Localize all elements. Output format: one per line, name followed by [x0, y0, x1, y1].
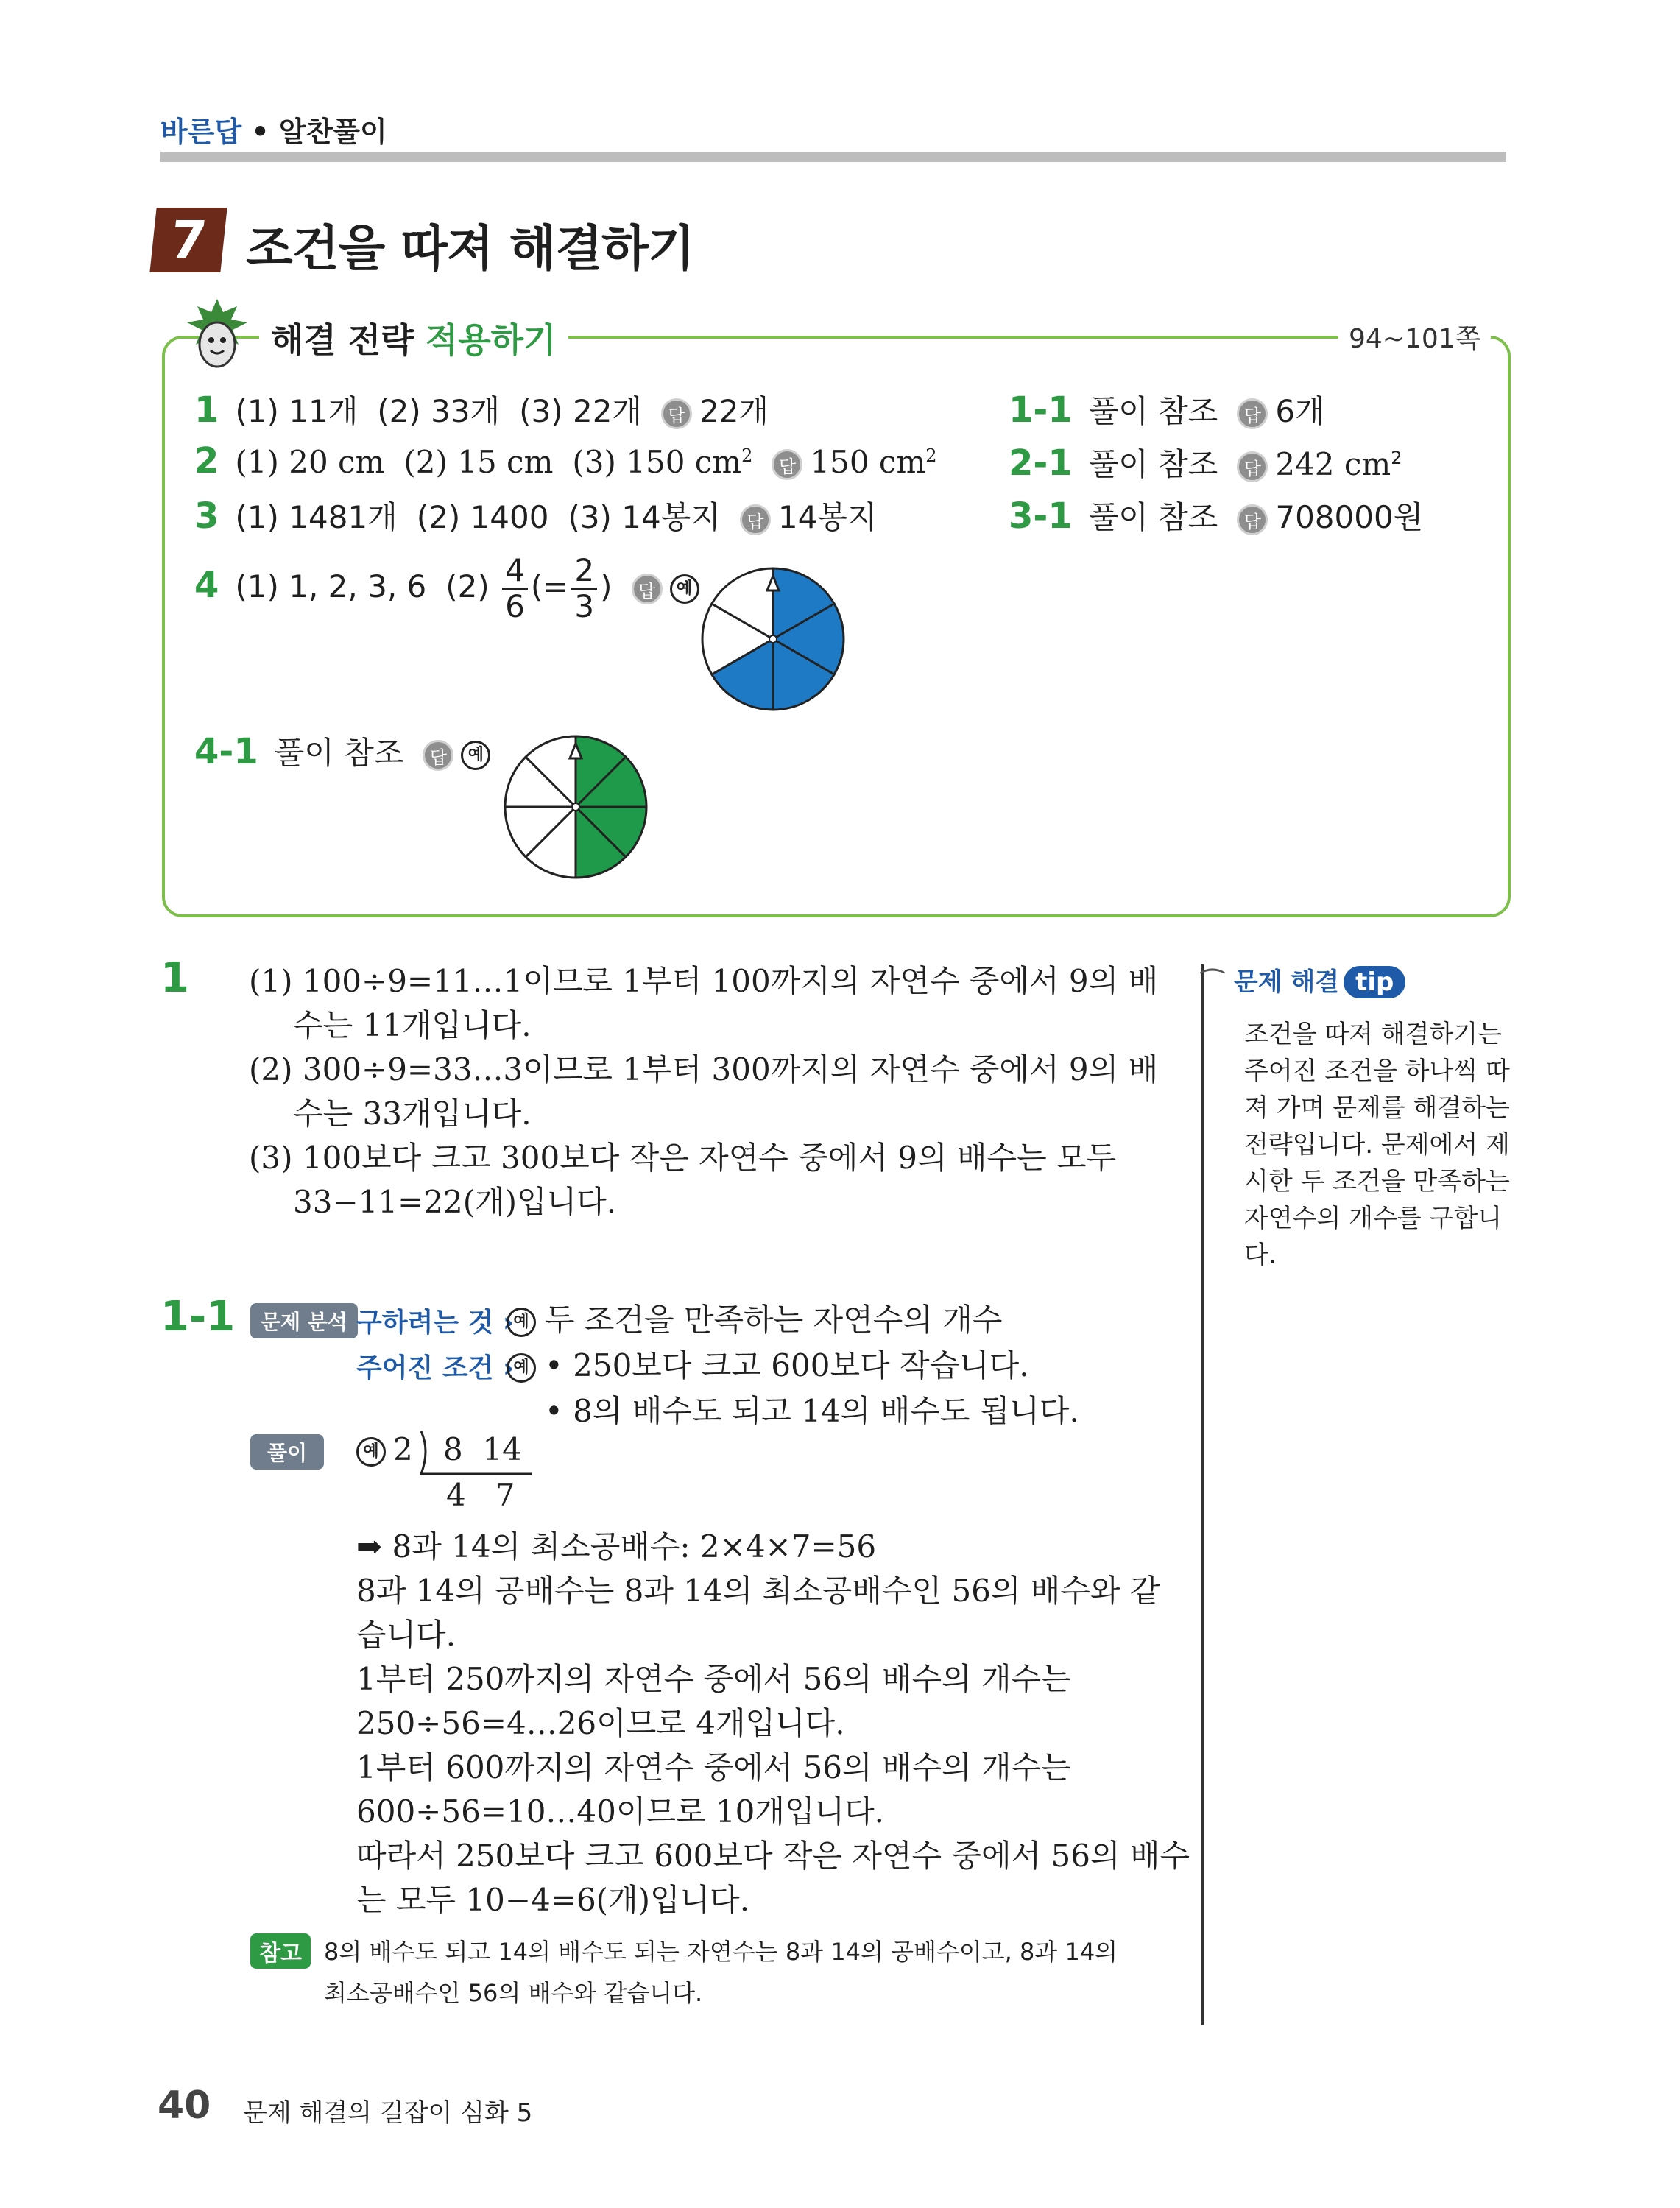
example-mark-icon: 예: [507, 1353, 536, 1383]
note-badge: 참고: [250, 1933, 311, 1969]
answer-row-3: [194, 493, 877, 537]
answer-number: 4: [194, 565, 219, 606]
strategy-label-green: 적용하기: [425, 320, 557, 360]
example-mark-icon: 예: [461, 741, 490, 770]
answer-row-1: [194, 387, 769, 431]
answer-part: (1) 1481개: [235, 499, 398, 535]
division-top: 8 14: [443, 1431, 522, 1467]
answer-part: (1) 1, 2, 3, 6: [235, 568, 427, 604]
answer-final: 708000원: [1275, 499, 1424, 535]
solution-number: 1-1: [160, 1293, 236, 1341]
pie-answer-4: [699, 565, 847, 713]
answer-mark-icon: 답: [772, 449, 802, 480]
header-sep: •: [241, 116, 279, 148]
answer-mark-icon: 답: [740, 504, 771, 535]
answer-mark-icon: 답: [661, 398, 692, 429]
answer-part: (2) 33개: [377, 393, 501, 429]
tip-body: 조건을 따져 해결하기는 주어진 조건을 하나씩 따 져 가며 문제를 해결하는 전략입니다. 문제에서 제 시한 두 조건을 만족하는 자연수의 개수를 구합니 다.: [1244, 1020, 1510, 1270]
answer-final: 150 cm: [810, 444, 926, 480]
solution-line: 600÷56=10…40이므로 10개입니다.: [356, 1793, 885, 1830]
page-number: 40: [158, 2084, 211, 2128]
answer-mark-icon: 답: [1237, 451, 1268, 482]
answer-part: (1) 11개: [235, 393, 359, 429]
answer-number: 3: [194, 495, 219, 537]
answer-part: (2) 1400: [416, 499, 549, 535]
solution-line: ➡ 8과 14의 최소공배수: 2×4×7=56: [356, 1528, 877, 1565]
answer-final: 14봉지: [777, 499, 878, 535]
answer-part: (3) 22개: [519, 393, 642, 429]
lightbulb-icon: ⌒: [1200, 967, 1225, 997]
answer-part: 풀이 참조: [1088, 499, 1218, 535]
division-divisor: 2: [393, 1431, 413, 1467]
answer-row-2: [194, 440, 937, 482]
chapter-number: 7: [149, 208, 227, 272]
solution-line: 수는 33개입니다.: [293, 1096, 532, 1132]
note-line: 8의 배수도 되고 14의 배수도 되는 자연수는 8과 14의 공배수이고, 8과 14의: [324, 1938, 1118, 1966]
find-label: 구하려는 것 ›: [356, 1308, 514, 1338]
running-header: [160, 109, 387, 149]
solution-line: 수는 11개입니다.: [293, 1007, 532, 1043]
answer-number: 2: [194, 440, 219, 482]
solution-line: (3) 100보다 크고 300보다 작은 자연수 중에서 9의 배수는 모두: [249, 1140, 1117, 1176]
solution-line: 1부터 600까지의 자연수 중에서 56의 배수의 개수는: [356, 1749, 1071, 1785]
fraction: $\frac{4}{6}$: [502, 554, 528, 624]
example-mark-icon: 예: [356, 1437, 386, 1467]
answer-number: 4-1: [194, 731, 258, 772]
pie-answer-4-1: [502, 733, 649, 881]
given-line: • 250보다 크고 600보다 작습니다.: [545, 1347, 1029, 1383]
strategy-heading: [259, 314, 568, 362]
mascot-icon: [177, 296, 258, 377]
example-mark-icon: 예: [507, 1308, 536, 1337]
solution-line: 따라서 250보다 크고 600보다 작은 자연수 중에서 56의 배수: [356, 1838, 1190, 1874]
find-row: [507, 1296, 1002, 1340]
solution-line: (1) 100÷9=11…1이므로 1부터 100까지의 자연수 중에서 9의 배: [249, 963, 1159, 999]
tip-heading: [1200, 962, 1405, 998]
solution-number: 1: [160, 954, 189, 1002]
solution-line: 250÷56=4…26이므로 4개입니다.: [356, 1705, 845, 1741]
strategy-pages: 94~101쪽: [1338, 318, 1491, 356]
answer-part: 풀이 참조: [1088, 393, 1218, 429]
answer-part: (1) 20 cm: [235, 444, 385, 480]
division-row: [356, 1431, 413, 1467]
header-part1: 바른답: [160, 116, 242, 148]
answer-mark-icon: 답: [632, 574, 663, 604]
tip-pill: tip: [1344, 966, 1405, 998]
example-mark-icon: 예: [670, 574, 699, 604]
solution-line: 1부터 250까지의 자연수 중에서 56의 배수의 개수는: [356, 1661, 1071, 1697]
answer-mark-icon: 답: [1237, 398, 1268, 429]
answer-final: 242 cm: [1275, 446, 1391, 482]
superscript: 2: [741, 445, 753, 466]
fraction: $\frac{2}{3}$: [571, 554, 597, 624]
solution-line: 는 모두 10−4=6(개)입니다.: [356, 1882, 750, 1918]
answer-row-2-1: [1009, 440, 1402, 484]
solution-line: 33−11=22(개)입니다.: [293, 1184, 617, 1220]
answer-part: (3) 14봉지: [568, 499, 721, 535]
strategy-label-main: 해결 전략: [271, 320, 426, 360]
answer-number: 1: [194, 389, 219, 431]
answer-final: 6개: [1275, 393, 1325, 429]
note-line: 최소공배수인 56의 배수와 같습니다.: [324, 1979, 703, 2007]
answer-number: 3-1: [1009, 495, 1073, 537]
answer-mark-icon: 답: [1237, 504, 1268, 535]
given-line: • 8의 배수도 되고 14의 배수도 됩니다.: [545, 1393, 1079, 1429]
answer-part: (2): [445, 568, 490, 604]
answer-row-3-1: [1009, 493, 1423, 537]
find-text: 두 조건을 만족하는 자연수의 개수: [545, 1302, 1003, 1338]
answer-mark-icon: 답: [423, 740, 453, 771]
tip-title: 문제 해결: [1233, 967, 1340, 997]
answer-part: 풀이 참조: [1088, 446, 1218, 482]
answer-number: 2-1: [1009, 442, 1073, 484]
answer-part: 풀이 참조: [274, 735, 404, 771]
answer-row-1-1: [1009, 387, 1325, 431]
given-row: [507, 1341, 1029, 1386]
solution-line: 습니다.: [356, 1617, 456, 1653]
header-rule: [160, 152, 1506, 162]
given-label: 주어진 조건 ›: [356, 1353, 514, 1383]
division-bottom: 4 7: [446, 1477, 515, 1513]
book-title: 문제 해결의 길잡이 심화 5: [243, 2098, 533, 2128]
header-part2: 알찬풀이: [278, 116, 387, 148]
tip-divider: [1201, 964, 1204, 2025]
solution-badge: 풀이: [250, 1434, 324, 1470]
answer-part: (3) 150 cm: [572, 444, 742, 480]
answer-row-4-1: [194, 729, 490, 773]
solution-line: (2) 300÷9=33…3이므로 1부터 300까지의 자연수 중에서 9의 배: [249, 1051, 1159, 1087]
solution-line: 8과 14의 공배수는 8과 14의 최소공배수인 56의 배수와 같: [356, 1573, 1160, 1609]
answer-number: 1-1: [1009, 389, 1073, 431]
superscript: 2: [925, 445, 937, 466]
analysis-badge: 문제 분석: [250, 1303, 358, 1338]
answer-part: (2) 15 cm: [403, 444, 554, 480]
answer-final: 22개: [699, 393, 769, 429]
chapter-title: 조건을 따져 해결하기: [246, 220, 694, 277]
superscript: 2: [1391, 448, 1402, 468]
answer-row-4: 4 (1) 1, 2, 3, 6 (2) $\frac{4}{6}$ (= $\frac{2}{3}$ ) 답 예: [194, 554, 699, 624]
